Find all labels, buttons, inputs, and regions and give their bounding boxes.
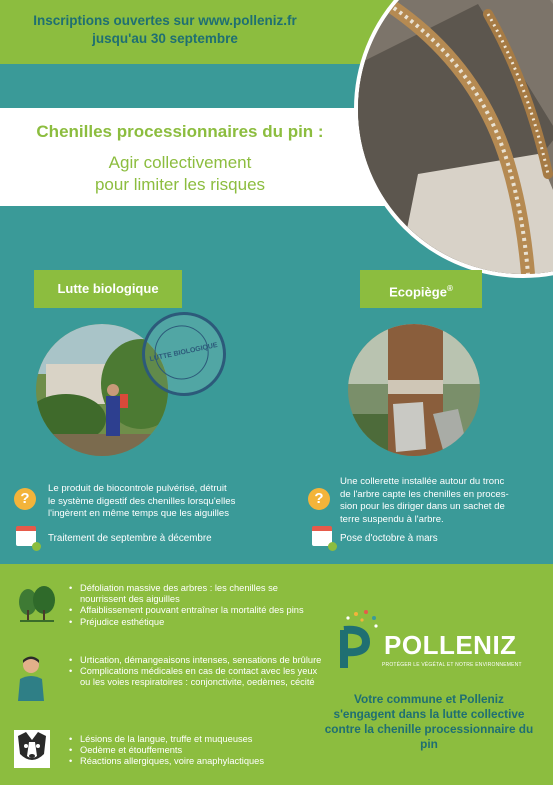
person-icon (16, 655, 46, 701)
brand-name: POLLENIZ (384, 630, 517, 660)
risk-item: • Préjudice esthétique (80, 617, 320, 628)
method-label-biological (34, 270, 182, 308)
commitment-text (314, 692, 544, 752)
commitment-line: s'engagent dans la lutte collective (333, 707, 525, 721)
subtitle-line-2: pour limiter les risques (94, 175, 266, 194)
method-label-ecopiege-text: Ecopiège (389, 284, 447, 300)
risk-item: • Urtication, démangeaisons intenses, sensations de brûlure (80, 655, 324, 666)
biological-description-line: le système digestif des chenilles lorsqu'elles (48, 495, 236, 507)
ecopiege-photo (348, 324, 480, 456)
registration-notice (0, 12, 330, 48)
biological-description-line: l'ingèrent en même temps que les aiguilles (48, 508, 230, 519)
ecopiege-description (340, 476, 509, 526)
trees-icon (16, 586, 58, 622)
registration-line-1: Inscriptions ouvertes sur www.polleniz.fr (33, 13, 297, 28)
risk-item: • Lésions de la langue, truffe et muqueuses (80, 734, 320, 745)
biological-description (48, 483, 235, 521)
subtitle-line-1: Agir collectivement (108, 153, 252, 172)
method-label-biological-text: Lutte biologique (57, 281, 159, 296)
ecopiege-photo-art (348, 324, 480, 456)
organic-stamp-text: LUTTE BIOLOGIQUE (149, 341, 219, 364)
polleniz-logo-mark (336, 608, 382, 670)
brand-tagline: PROTÉGER LE VÉGÉTAL ET NOTRE ENVIRONNEMENT (382, 662, 522, 668)
commitment-line: pin (420, 737, 438, 751)
ecopiege-description-line: de l'arbre capte les chenilles en proces- (340, 488, 509, 500)
question-icon: ? (14, 488, 36, 510)
commitment-line: contre la chenille processionnaire du (324, 722, 534, 736)
human-risks-list (68, 655, 324, 689)
question-icon: ? (308, 488, 330, 510)
commitment-line: Votre commune et Polleniz (354, 692, 504, 706)
calendar-icon (312, 526, 332, 546)
risk-item: • Affaiblissement pouvant entraîner la mortalité des pins (80, 605, 320, 616)
page-title: Chenilles processionnaires du pin : (36, 122, 324, 141)
dog-icon (14, 730, 50, 768)
registered-mark: ® (446, 284, 453, 293)
animal-risks-list (68, 734, 320, 768)
risk-item: • Complications médicales en cas de contact avec les yeux ou les voies respiratoires : conjonctivite, oedèmes, cécité (80, 666, 324, 688)
ecopiege-description-line: Une collerette installée autour du tronc (340, 476, 505, 487)
calendar-icon (16, 526, 36, 546)
biological-description-line: Le produit de biocontrole pulvérisé, détruit (48, 483, 227, 494)
registration-line-2: jusqu'au 30 septembre (92, 31, 238, 46)
method-label-ecopiege (360, 270, 482, 308)
page-subtitle (0, 152, 360, 196)
risk-item: • Défoliation massive des arbres : les chenilles se nourrissent des aiguilles (80, 583, 320, 605)
biological-period: Traitement de septembre à décembre (48, 533, 212, 544)
ecopiege-description-line: sion pour les diriger dans un sachet de (340, 501, 505, 512)
ecopiege-description-line: terre suspendu à l'arbre. (340, 513, 444, 525)
ecopiege-period: Pose d'octobre à mars (340, 533, 438, 544)
risk-item: • Oedème et étouffements (80, 745, 320, 756)
risk-item: • Réactions allergiques, voire anaphylactiques (80, 756, 320, 767)
tree-risks-list (68, 583, 320, 628)
